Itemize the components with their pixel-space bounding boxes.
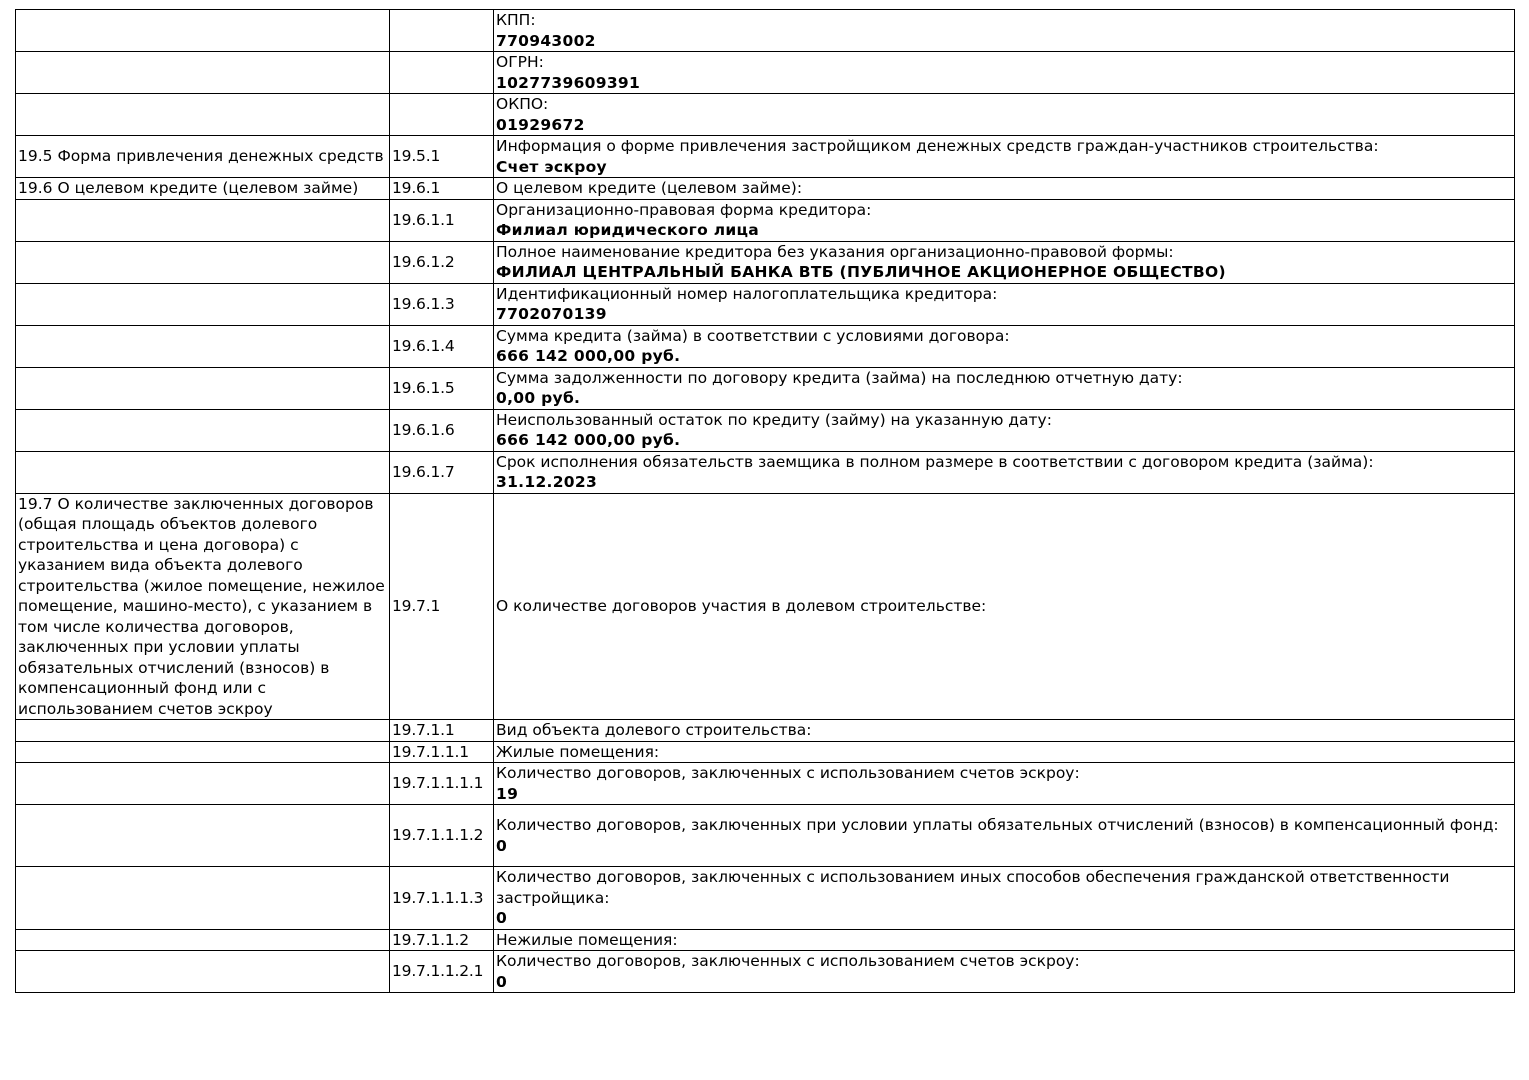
content-cell	[494, 805, 1515, 867]
code-cell: 19.7.1.1.1	[390, 741, 494, 763]
field-label: Вид объекта долевого строительства:	[496, 721, 812, 739]
field-label: О целевом кредите (целевом займе):	[496, 179, 803, 197]
field-label: Количество договоров, заключенных с использованием счетов эскроу:	[496, 764, 1080, 782]
section-cell	[16, 929, 390, 951]
field-label: Сумма кредита (займа) в соответствии с условиями договора:	[496, 326, 1010, 345]
code-cell: 19.6.1.5	[390, 367, 494, 409]
field-label: Сумма задолженности по договору кредита (займа) на последнюю отчетную дату:	[496, 368, 1183, 387]
section-cell	[16, 951, 390, 993]
section-cell	[16, 741, 390, 763]
field-label: Количество договоров, заключенных при условии уплаты обязательных отчислений (взносов) в компенсационный фонд:	[496, 816, 1499, 834]
code-cell: 19.7.1.1.1.1	[390, 763, 494, 805]
code-cell: 19.6.1.1	[390, 199, 494, 241]
section-cell	[16, 409, 390, 451]
content-cell	[494, 763, 1515, 805]
code-cell: 19.7.1.1.2.1	[390, 951, 494, 993]
disclosure-table	[15, 9, 1515, 993]
code-cell: 19.7.1	[390, 493, 494, 720]
code-cell: 19.5.1	[390, 136, 494, 178]
content-cell	[494, 409, 1515, 451]
code-cell: 19.7.1.1.1.2	[390, 805, 494, 867]
code-cell: 19.7.1.1.1.3	[390, 867, 494, 930]
content-cell	[494, 951, 1515, 993]
table-row	[16, 178, 1515, 200]
code-cell: 19.6.1.6	[390, 409, 494, 451]
section-cell	[16, 241, 390, 283]
field-value: 0	[496, 909, 508, 927]
table-row	[16, 720, 1515, 742]
content-cell	[494, 10, 1515, 52]
field-value: 666 142 000,00 руб.	[496, 431, 681, 449]
section-cell: 19.7 О количестве заключенных договоров (общая площадь объектов долевого строительства и цена договора) с указанием вида объекта долевого строительства (жилое помещение, нежилое помещение, машино-место), с указанием в том числе количества договоров, заключенных при условии уплаты обязательных отчислений (взносов) в компенсационный фонд или с использованием счетов эскроу	[16, 493, 390, 720]
code-cell: 19.7.1.1	[390, 720, 494, 742]
content-cell	[494, 867, 1515, 930]
field-label: О количестве договоров участия в долевом строительстве:	[496, 597, 987, 615]
field-label: ОГРН:	[496, 53, 544, 71]
code-cell: 19.6.1.3	[390, 283, 494, 325]
field-label: Информация о форме привлечения застройщиком денежных средств граждан-участников строительства:	[496, 137, 1379, 155]
field-label: КПП:	[496, 11, 536, 29]
table-row	[16, 451, 1515, 493]
table-row	[16, 94, 1515, 136]
section-cell	[16, 451, 390, 493]
section-cell	[16, 805, 390, 867]
field-label: Жилые помещения:	[496, 742, 660, 761]
section-cell	[16, 283, 390, 325]
field-value: 770943002	[496, 31, 596, 50]
field-label: ОКПО:	[496, 95, 549, 113]
content-cell	[494, 741, 1515, 763]
field-label: Количество договоров, заключенных с использованием счетов эскроу:	[496, 952, 1080, 970]
field-value: 0	[496, 836, 508, 855]
section-cell	[16, 94, 390, 136]
section-cell: 19.6 О целевом кредите (целевом займе)	[16, 178, 390, 200]
field-label: Организационно-правовая форма кредитора:	[496, 200, 872, 219]
field-value: 0	[496, 972, 508, 991]
table-row	[16, 367, 1515, 409]
field-value: 19	[496, 784, 519, 803]
table-row	[16, 136, 1515, 178]
table-row	[16, 763, 1515, 805]
section-cell	[16, 52, 390, 94]
table-row	[16, 283, 1515, 325]
field-label: Полное наименование кредитора без указания организационно-правовой формы:	[496, 242, 1174, 261]
table-row	[16, 10, 1515, 52]
content-cell	[494, 325, 1515, 367]
code-cell: 19.6.1.2	[390, 241, 494, 283]
table-row	[16, 805, 1515, 867]
field-label: Нежилые помещения:	[496, 930, 678, 949]
section-cell	[16, 10, 390, 52]
section-cell	[16, 867, 390, 930]
code-cell: 19.7.1.1.2	[390, 929, 494, 951]
code-cell	[390, 94, 494, 136]
table-row	[16, 241, 1515, 283]
content-cell	[494, 136, 1515, 178]
section-cell	[16, 720, 390, 742]
section-cell	[16, 325, 390, 367]
content-cell	[494, 199, 1515, 241]
table-row	[16, 199, 1515, 241]
content-cell	[494, 52, 1515, 94]
code-cell: 19.6.1.4	[390, 325, 494, 367]
content-cell	[494, 493, 1515, 720]
table-row	[16, 867, 1515, 930]
field-value: 666 142 000,00 руб.	[496, 347, 681, 365]
field-label: Неиспользованный остаток по кредиту (займу) на указанную дату:	[496, 410, 1052, 429]
field-label: Количество договоров, заключенных с использованием иных способов обеспечения гражданской ответственности застройщика:	[496, 868, 1450, 907]
section-cell: 19.5 Форма привлечения денежных средств	[16, 136, 390, 178]
table-row	[16, 929, 1515, 951]
code-cell: 19.6.1.7	[390, 451, 494, 493]
content-cell	[494, 94, 1515, 136]
content-cell	[494, 367, 1515, 409]
field-value: 01929672	[496, 115, 585, 134]
section-cell	[16, 367, 390, 409]
content-cell	[494, 929, 1515, 951]
table-row	[16, 409, 1515, 451]
field-value: 31.12.2023	[496, 473, 598, 491]
table-row	[16, 325, 1515, 367]
content-cell	[494, 241, 1515, 283]
content-cell	[494, 720, 1515, 742]
content-cell	[494, 178, 1515, 200]
section-cell	[16, 199, 390, 241]
field-label: Идентификационный номер налогоплательщика кредитора:	[496, 284, 998, 303]
field-value: ФИЛИАЛ ЦЕНТРАЛЬНЫЙ БАНКА ВТБ (ПУБЛИЧНОЕ АКЦИОНЕРНОЕ ОБЩЕСТВО)	[496, 263, 1226, 281]
table-row	[16, 493, 1515, 720]
table-row	[16, 52, 1515, 94]
table-row	[16, 741, 1515, 763]
code-cell: 19.6.1	[390, 178, 494, 200]
field-value: Филиал юридического лица	[496, 221, 760, 239]
field-label: Срок исполнения обязательств заемщика в полном размере в соответствии с договором кредита (займа):	[496, 452, 1374, 471]
code-cell	[390, 52, 494, 94]
field-value: 1027739609391	[496, 73, 641, 92]
field-value: Счет эскроу	[496, 157, 607, 176]
content-cell	[494, 451, 1515, 493]
code-cell	[390, 10, 494, 52]
field-value: 0,00 руб.	[496, 389, 581, 407]
content-cell	[494, 283, 1515, 325]
field-value: 7702070139	[496, 305, 607, 323]
table-row	[16, 951, 1515, 993]
section-cell	[16, 763, 390, 805]
